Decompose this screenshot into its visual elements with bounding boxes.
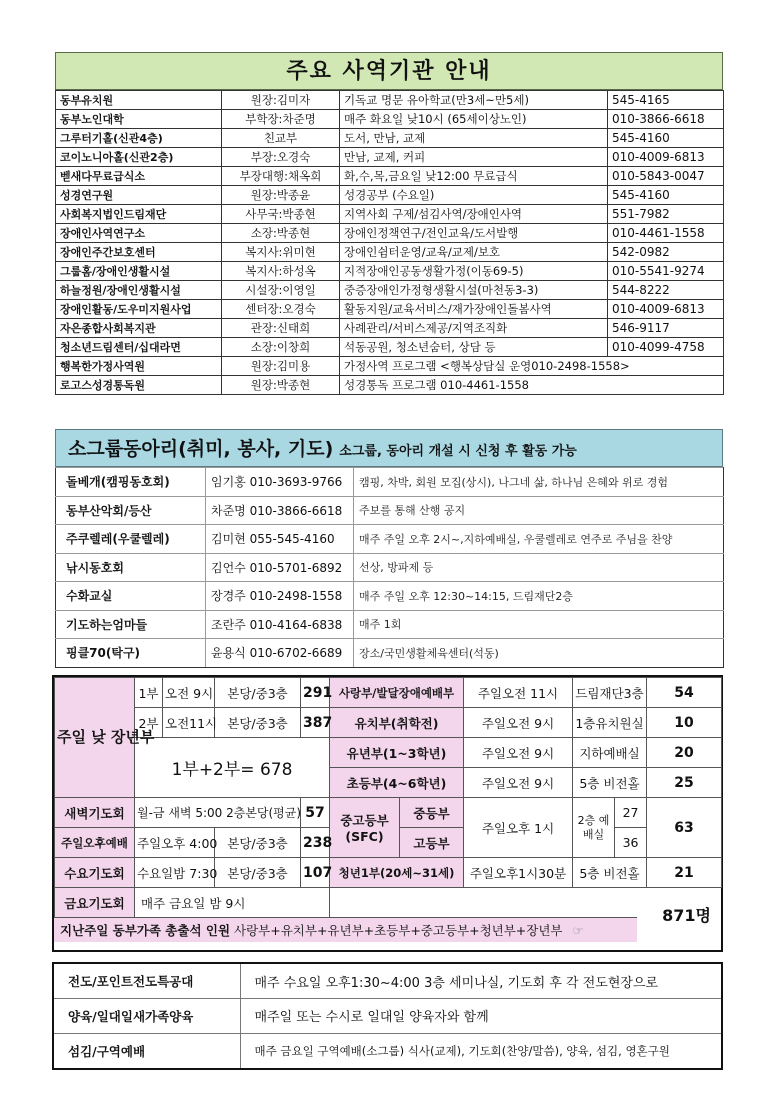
- program-desc: 매주일 또는 수시로 일대일 양육자와 함께: [240, 999, 721, 1034]
- ministry-row: [56, 129, 724, 148]
- program-row: [54, 964, 721, 999]
- group-note: 장소/국민생활체육센터(석동): [354, 639, 724, 668]
- program-name: 전도/포인트전도특공대: [54, 964, 240, 999]
- service2-place: 본당/중3층: [215, 708, 301, 738]
- elementary-dept-count: 25: [647, 768, 722, 798]
- group-contact: 장경주 010-2498-1558: [206, 582, 354, 611]
- small-group-row: [56, 468, 724, 497]
- ministry-org: 장애인주간보호센터: [56, 243, 222, 262]
- ministry-person: 부장:오경숙: [222, 148, 340, 167]
- ministry-row: [56, 167, 724, 186]
- ministry-phone: 010-4099-4758: [608, 338, 724, 357]
- ministry-org: 그루터기홀(신관4층): [56, 129, 222, 148]
- small-group-row: [56, 496, 724, 525]
- ministry-row: [56, 376, 724, 395]
- youth-dept-label: 청년1부(20세~31세): [330, 858, 464, 888]
- pointing-hand-icon: ☞: [572, 923, 584, 938]
- secondary-total: 63: [647, 798, 722, 858]
- ministry-row: [56, 300, 724, 319]
- primary-dept-count: 20: [647, 738, 722, 768]
- ministry-desc: 사례관리/서비스제공/지역조직화: [340, 319, 608, 338]
- group-contact: 김언수 010-5701-6892: [206, 553, 354, 582]
- love-dept-label: 사랑부/발달장애예배부: [330, 678, 464, 708]
- group-note: 캠핑, 차박, 회원 모집(상시), 나그네 삶, 하나님 은혜와 위로 경험: [354, 468, 724, 497]
- elementary-dept-place: 5층 비전홀: [573, 768, 647, 798]
- total-formula: 사랑부+유치부+유년부+초등부+중고등부+청년부+장년부: [234, 923, 563, 938]
- ministry-desc: 만남, 교제, 커피: [340, 148, 608, 167]
- ministry-person: 사무국:박종현: [222, 205, 340, 224]
- group-note: 매주 주일 오후 2시~,지하예배실, 우쿨렐레로 연주로 주님을 찬양: [354, 525, 724, 554]
- ministry-person: 원장:김미용: [222, 357, 340, 376]
- ministry-person: 부장대행:채옥희: [222, 167, 340, 186]
- kinder-dept-label: 유치부(취학전): [330, 708, 464, 738]
- ministry-desc: 중증장애인가정형생활시설(마천동3-3): [340, 281, 608, 300]
- ministry-person: 시설장:이영일: [222, 281, 340, 300]
- middle-dept-label: 중등부: [400, 798, 464, 828]
- ministry-desc: 장애인쉼터운영/교육/교제/보호: [340, 243, 608, 262]
- ministry-row: [56, 110, 724, 129]
- ministry-table: [55, 90, 724, 395]
- elementary-dept-label: 초등부(4~6학년): [330, 768, 464, 798]
- small-group-row: [56, 639, 724, 668]
- dawn-label: 새벽기도회: [55, 798, 135, 828]
- group-name: 수화교실: [56, 582, 206, 611]
- service1-part: 1부: [135, 678, 163, 708]
- ministry-phone: 010-5843-0047: [608, 167, 724, 186]
- service2-time: 오전11시: [163, 708, 215, 738]
- attendance-table: [54, 677, 722, 918]
- ministry-person: 소장:박종현: [222, 224, 340, 243]
- ministry-desc: 가정사역 프로그램 <행복상담실 운영010-2498-1558>: [340, 357, 724, 376]
- ministry-org: 동부유치원: [56, 91, 222, 110]
- ministry-phone: 010-4009-6813: [608, 148, 724, 167]
- youth-dept-time: 주일오후1시30분: [464, 858, 573, 888]
- small-group-subtitle: 소그룹, 동아리 개설 시 신청 후 활동 가능: [339, 444, 577, 459]
- ministry-desc: 지역사회 구제/섬김사역/장애인사역: [340, 205, 608, 224]
- sunday-sum: 1부+2부= 678: [135, 738, 330, 798]
- ministry-person: 부학장:차준명: [222, 110, 340, 129]
- ministry-row: [56, 319, 724, 338]
- ministry-phone: 542-0982: [608, 243, 724, 262]
- small-group-row: [56, 525, 724, 554]
- service1-place: 본당/중3층: [215, 678, 301, 708]
- group-note: 선상, 방파제 등: [354, 553, 724, 582]
- group-contact: 조란주 010-4164-6838: [206, 610, 354, 639]
- program-row: [54, 1033, 721, 1068]
- ministry-row: [56, 224, 724, 243]
- ministry-desc: 화,수,목,금요일 낮12:00 무료급식: [340, 167, 608, 186]
- ministry-phone: 010-5541-9274: [608, 262, 724, 281]
- ministry-phone: 545-4160: [608, 186, 724, 205]
- ministry-person: 친교부: [222, 129, 340, 148]
- group-contact: 차준명 010-3866-6618: [206, 496, 354, 525]
- ministry-row: [56, 205, 724, 224]
- high-dept-count: 36: [615, 828, 647, 858]
- ministry-org: 그룹홈/장애인생활시설: [56, 262, 222, 281]
- ministry-phone: 551-7982: [608, 205, 724, 224]
- high-dept-label: 고등부: [400, 828, 464, 858]
- group-name: 낚시동호회: [56, 553, 206, 582]
- program-desc: 매주 수요일 오후1:30~4:00 3층 세미나실, 기도회 후 각 전도현장으로: [240, 964, 721, 999]
- group-note: 주보를 통해 산행 공지: [354, 496, 724, 525]
- ministry-person: 원장:박종현: [222, 376, 340, 395]
- ministry-row: [56, 262, 724, 281]
- program-desc: 매주 금요일 구역예배(소그룹) 식사(교제), 기도회(찬양/말씀), 양육, 섬김, 영혼구원: [254, 1043, 670, 1058]
- primary-dept-place: 지하예배실: [573, 738, 647, 768]
- secondary-place: 2층 예배실: [573, 798, 615, 858]
- small-group-section: [55, 429, 723, 668]
- ministry-phone: 010-4461-1558: [608, 224, 724, 243]
- ministry-row: [56, 357, 724, 376]
- group-contact: 임기홍 010-3693-9766: [206, 468, 354, 497]
- love-dept-time: 주일오전 11시: [464, 678, 573, 708]
- service2-part: 2부: [135, 708, 163, 738]
- program-name: 섬김/구역예배: [54, 1033, 240, 1068]
- ministry-person: 복지사:하성옥: [222, 262, 340, 281]
- middle-dept-count: 27: [615, 798, 647, 828]
- kinder-dept-time: 주일오전 9시: [464, 708, 573, 738]
- ministry-person: 관장:신태희: [222, 319, 340, 338]
- kinder-dept-count: 10: [647, 708, 722, 738]
- ministry-org: 하늘정원/장애인생활시설: [56, 281, 222, 300]
- ministry-row: [56, 338, 724, 357]
- ministry-desc: 기독교 명문 유아학교(만3세~만5세): [340, 91, 608, 110]
- ministry-row: [56, 186, 724, 205]
- group-name: 돌베개(캠핑동호회): [56, 468, 206, 497]
- ministry-desc: 성경공부 (수요일): [340, 186, 608, 205]
- ministry-program-table: [54, 964, 721, 1068]
- ministry-org: 장애인사역연구소: [56, 224, 222, 243]
- primary-dept-time: 주일오전 9시: [464, 738, 573, 768]
- ministry-section: [55, 52, 723, 395]
- ministry-phone: 010-4009-6813: [608, 300, 724, 319]
- ministry-org: 자은종합사회복지관: [56, 319, 222, 338]
- wednesday-label: 수요기도회: [55, 858, 135, 888]
- afternoon-label: 주일오후예배: [55, 828, 135, 858]
- ministry-person: 소장:이창희: [222, 338, 340, 357]
- primary-dept-label: 유년부(1~3학년): [330, 738, 464, 768]
- wednesday-place: 본당/중3층: [215, 858, 301, 888]
- program-row: [54, 999, 721, 1034]
- small-group-row: [56, 582, 724, 611]
- dawn-info: 월-금 새벽 5:00 2층본당(평균): [135, 798, 301, 828]
- wednesday-time: 수요일밤 7:30: [135, 858, 215, 888]
- ministry-org: 성경연구원: [56, 186, 222, 205]
- friday-label: 금요기도회: [55, 888, 135, 918]
- ministry-title: 주요 사역기관 안내: [55, 52, 723, 90]
- ministry-row: [56, 281, 724, 300]
- secondary-label: 중고등부 (SFC): [330, 798, 400, 858]
- attendance-section: [52, 675, 723, 952]
- small-group-table: [55, 467, 724, 668]
- ministry-phone: 545-4160: [608, 129, 724, 148]
- ministry-desc: 매주 화요일 낮10시 (65세이상노인): [340, 110, 608, 129]
- ministry-desc: 성경통독 프로그램 010-4461-1558: [340, 376, 724, 395]
- group-note: 매주 주일 오후 12:30~14:15, 드림재단2층: [354, 582, 724, 611]
- ministry-program-section: [52, 962, 723, 1070]
- ministry-org: 로고스성경통독원: [56, 376, 222, 395]
- total-label: 지난주일 동부가족 총출석 인원: [60, 923, 231, 938]
- ministry-phone: 544-8222: [608, 281, 724, 300]
- afternoon-time: 주일오후 4:00: [135, 828, 215, 858]
- ministry-phone: 545-4165: [608, 91, 724, 110]
- ministry-org: 장애인활동/도우미지원사업: [56, 300, 222, 319]
- total-attendance-strip: [54, 917, 637, 942]
- ministry-row: [56, 148, 724, 167]
- group-name: 핑클70(탁구): [56, 639, 206, 668]
- ministry-desc: 도서, 만남, 교제: [340, 129, 608, 148]
- ministry-org: 행복한가정사역원: [56, 357, 222, 376]
- kinder-dept-place: 1층유치원실: [573, 708, 647, 738]
- ministry-row: [56, 91, 724, 110]
- youth-dept-count: 21: [647, 858, 722, 888]
- group-name: 동부산악회/등산: [56, 496, 206, 525]
- service2-count: 387: [301, 708, 330, 738]
- ministry-person: 센터장:오경숙: [222, 300, 340, 319]
- wednesday-count: 107: [301, 858, 330, 888]
- small-group-row: [56, 610, 724, 639]
- small-group-row: [56, 553, 724, 582]
- afternoon-count: 238: [301, 828, 330, 858]
- love-dept-count: 54: [647, 678, 722, 708]
- program-name: 양육/일대일새가족양육: [54, 999, 240, 1034]
- ministry-desc: 활동지원/교육서비스/재가장애인돌봄사역: [340, 300, 608, 319]
- ministry-desc: 지적장애인공동생활가정(이동69-5): [340, 262, 608, 281]
- ministry-org: 동부노인대학: [56, 110, 222, 129]
- dawn-count: 57: [301, 798, 330, 828]
- ministry-org: 청소년드림센터/십대라면: [56, 338, 222, 357]
- afternoon-place: 본당/중3층: [215, 828, 301, 858]
- service1-count: 291: [301, 678, 330, 708]
- ministry-org: 코이노니아홀(신관2층): [56, 148, 222, 167]
- group-contact: 윤용식 010-6702-6689: [206, 639, 354, 668]
- group-name: 기도하는엄마들: [56, 610, 206, 639]
- elementary-dept-time: 주일오전 9시: [464, 768, 573, 798]
- love-dept-place: 드림재단3층: [573, 678, 647, 708]
- ministry-person: 원장:박종윤: [222, 186, 340, 205]
- sunday-adult-label: 주일 낮 장년부: [55, 678, 135, 798]
- group-note: 매주 1회: [354, 610, 724, 639]
- total-count: 871명: [662, 906, 711, 925]
- secondary-time: 주일오후 1시: [464, 798, 573, 858]
- group-name: 주쿠렐레(우쿨렐레): [56, 525, 206, 554]
- ministry-row: [56, 243, 724, 262]
- group-contact: 김미현 055-545-4160: [206, 525, 354, 554]
- ministry-phone: 546-9117: [608, 319, 724, 338]
- ministry-phone: 010-3866-6618: [608, 110, 724, 129]
- friday-info: 매주 금요일 밤 9시: [135, 888, 330, 918]
- ministry-person: 복지사:위미현: [222, 243, 340, 262]
- ministry-desc: 석동공원, 청소년숨터, 상담 등: [340, 338, 608, 357]
- service1-time: 오전 9시: [163, 678, 215, 708]
- ministry-org: 사회복지법인드림재단: [56, 205, 222, 224]
- small-group-banner: [55, 429, 723, 467]
- ministry-desc: 장애인정책연구/전인교육/도서발행: [340, 224, 608, 243]
- youth-dept-place: 5층 비전홀: [573, 858, 647, 888]
- small-group-title: 소그룹동아리(취미, 봉사, 기도): [68, 438, 334, 460]
- ministry-org: 벧새다무료급식소: [56, 167, 222, 186]
- ministry-person: 원장:김미자: [222, 91, 340, 110]
